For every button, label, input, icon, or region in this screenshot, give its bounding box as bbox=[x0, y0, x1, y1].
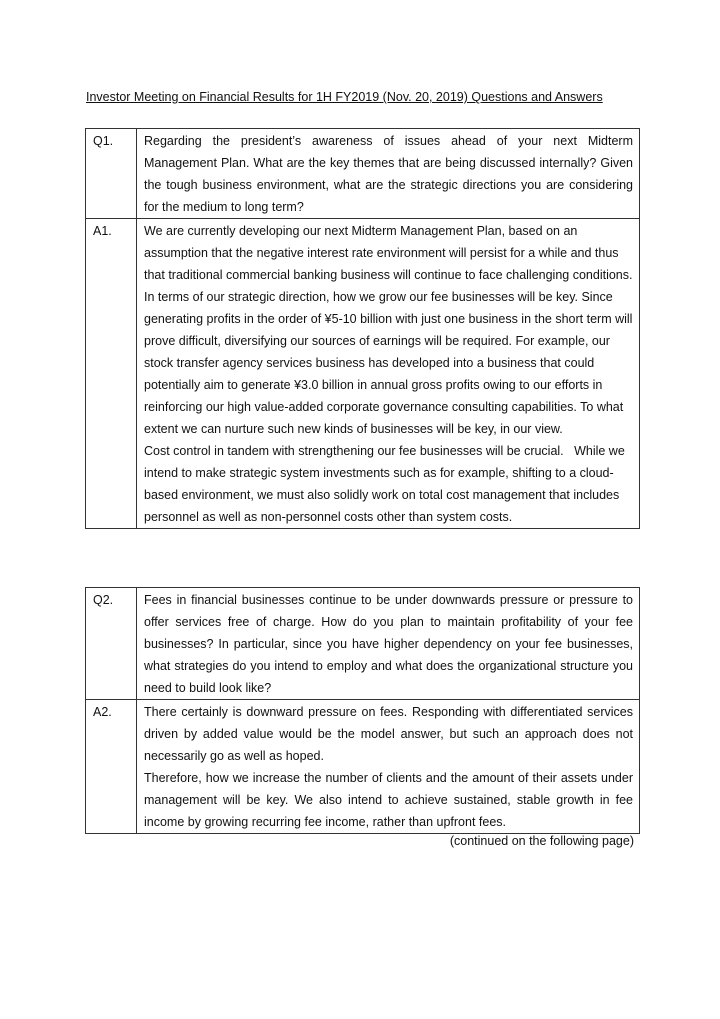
question-row-1 bbox=[86, 129, 640, 219]
continued-note: (continued on the following page) bbox=[449, 834, 634, 848]
qa-table-2 bbox=[85, 587, 640, 834]
page-title: Investor Meeting on Financial Results for 1H FY2019 (Nov. 20, 2019) Questions and Answers bbox=[86, 90, 603, 104]
question-row-2 bbox=[86, 588, 640, 700]
question-text-1: Regarding the president’s awareness of issues ahead of your next Midterm Management Plan. What are the key themes that are being discussed internally? Given the tough business environment, what are the strategic directions you are considering for the medium to long term? bbox=[137, 129, 640, 219]
question-label-2: Q2. bbox=[86, 588, 137, 700]
answer-text-2 bbox=[137, 700, 640, 834]
answer-2-paragraph-1: There certainly is downward pressure on fees. Responding with differentiated services driven by added value would be the model answer, but such an approach does not necessarily go as well as hoped. bbox=[144, 705, 633, 763]
answer-row-1 bbox=[86, 219, 640, 529]
answer-row-2 bbox=[86, 700, 640, 834]
answer-label-1: A1. bbox=[86, 219, 137, 529]
answer-1-paragraph-3: Cost control in tandem with strengthening our fee businesses will be crucial. While we intend to make strategic system investments such as for example, shifting to a cloud-based environment, we must also solidly work on total cost management that includes personnel as well as non-personnel costs other than system costs. bbox=[144, 444, 625, 524]
qa-table-1 bbox=[85, 128, 640, 529]
question-text-2: Fees in financial businesses continue to be under downwards pressure or pressure to offer services free of charge. How do you plan to maintain profitability of your fee businesses? In particular, since you have higher dependency on your fee businesses, what strategies do you intend to employ and what does the organizational structure you need to build look like? bbox=[137, 588, 640, 700]
answer-text-1 bbox=[137, 219, 640, 529]
question-label-1: Q1. bbox=[86, 129, 137, 219]
answer-label-2: A2. bbox=[86, 700, 137, 834]
answer-2-paragraph-2: Therefore, how we increase the number of clients and the amount of their assets under management will be key. We also intend to achieve sustained, stable growth in fee income by growing recurring fee income, rather than upfront fees. bbox=[144, 771, 633, 829]
answer-1-paragraph-1: We are currently developing our next Midterm Management Plan, based on an assumption that the negative interest rate environment will persist for a while and thus that traditional commercial banking business will continue to face challenging conditions. bbox=[144, 224, 633, 282]
answer-1-paragraph-2: In terms of our strategic direction, how we grow our fee businesses will be key. Since generating profits in the order of ¥5-10 billion with just one business in the short term will prove difficult, diversifying our sources of earnings will be required. For example, our stock transfer agency services business has developed into a business that could potentially aim to generate ¥3.0 billion in annual gross profits owing to our efforts in reinforcing our high value-added corporate governance consulting capabilities. To what extent we can nurture such new kinds of businesses will be key, in our view. bbox=[144, 290, 633, 436]
